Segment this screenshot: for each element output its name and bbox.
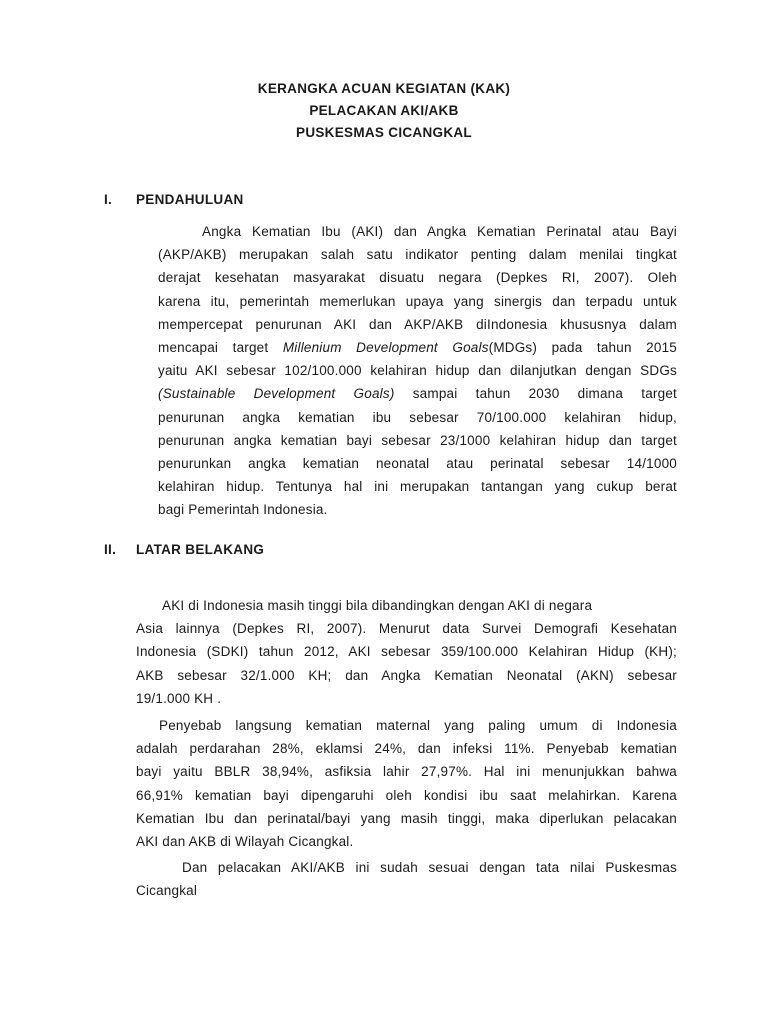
paragraph-line: kelahiran hidup. Tentunya hal ini merupakan tantangan yang cukup berat xyxy=(158,479,677,495)
paragraph-line: AKI dan AKB di Wilayah Cicangkal. xyxy=(136,833,354,849)
paragraph-line: derajat kesehatan masyarakat disuatu negara (Depkes RI, 2007). Oleh xyxy=(158,270,677,286)
section-1-heading xyxy=(104,191,504,209)
paragraph-line: Penyebab langsung kematian maternal yang paling umum di Indonesia xyxy=(159,718,677,733)
paragraph-line: AKB sebesar 32/1.000 KH; dan Angka Kematian Neonatal (AKN) sebesar xyxy=(136,667,677,683)
paragraph-line: Indonesia (SDKI) tahun 2012, AKI sebesar 359/100.000 Kelahiran Hidup (KH); xyxy=(136,644,677,660)
section-2-title: LATAR BELAKANG xyxy=(136,542,265,557)
section-2-paragraph-1 xyxy=(136,594,677,710)
section-2-paragraph-3 xyxy=(136,856,677,902)
paragraph-line: Kematian Ibu dan perinatal/bayi yang masih tinggi, maka diperlukan pelacakan xyxy=(136,810,677,826)
section-2-paragraph-2 xyxy=(136,714,677,853)
paragraph-line: Asia lainnya (Depkes RI, 2007). Menurut data Survei Demografi Kesehatan xyxy=(136,621,677,637)
title-line-2: PELACAKAN AKI/AKB xyxy=(309,103,459,118)
section-1-number: I. xyxy=(104,192,113,207)
paragraph-line: penurunkan angka kematian neonatal atau perinatal sebesar 14/1000 xyxy=(158,455,677,471)
title-line-1: KERANGKA ACUAN KEGIATAN (KAK) xyxy=(257,81,511,96)
paragraph-line: 19/1.000 KH . xyxy=(136,690,222,706)
sdgs-italic: (Sustainable Development Goals) xyxy=(158,386,395,402)
paragraph-line: penurunan angka kematian bayi sebesar 23/1000 kelahiran hidup dan target xyxy=(158,432,677,448)
paragraph-line: penurunan angka kematian ibu sebesar 70/100.000 kelahiran hidup, xyxy=(158,409,677,425)
mdgs-italic: Millenium Development Goals xyxy=(282,339,489,355)
paragraph-line: (Sustainable Development Goals) sampai tahun 2030 dimana target xyxy=(158,386,677,402)
paragraph-line: mempercepat penurunan AKI dan AKP/AKB diIndonesia khususnya dalam xyxy=(158,316,677,332)
paragraph-line: bayi yaitu BBLR 38,94%, asfiksia lahir 27,97%. Hal ini menunjukkan bahwa xyxy=(136,764,677,780)
paragraph-line: adalah perdarahan 28%, eklamsi 24%, dan infeksi 11%. Penyebab kematian xyxy=(136,741,677,757)
paragraph-line: (AKP/AKB) merupakan salah satu indikator penting dalam menilai tingkat xyxy=(158,247,677,263)
paragraph-line: Cicangkal xyxy=(136,883,198,899)
section-1-paragraph xyxy=(158,220,677,521)
section-2-heading xyxy=(104,541,504,559)
paragraph-line: mencapai target Millenium Development Goals(MDGs) pada tahun 2015 xyxy=(158,339,677,355)
section-1-title: PENDAHULUAN xyxy=(136,192,244,207)
paragraph-line: bagi Pemerintah Indonesia. xyxy=(158,502,328,518)
paragraph-line: karena itu, pemerintah memerlukan upaya yang sinergis dan terpadu untuk xyxy=(158,293,677,309)
paragraph-line: Dan pelacakan AKI/AKB ini sudah sesuai dengan tata nilai Puskesmas xyxy=(182,860,677,875)
paragraph-line: AKI di Indonesia masih tinggi bila dibandingkan dengan AKI di negara xyxy=(162,598,593,613)
title-line-3: PUSKESMAS CICANGKAL xyxy=(296,125,472,140)
document-title xyxy=(0,78,768,144)
paragraph-line: Angka Kematian Ibu (AKI) dan Angka Kematian Perinatal atau Bayi xyxy=(202,224,677,239)
section-2-number: II. xyxy=(104,542,117,557)
paragraph-line: 66,91% kematian bayi dipengaruhi oleh kondisi ibu saat melahirkan. Karena xyxy=(136,787,677,803)
paragraph-line: yaitu AKI sebesar 102/100.000 kelahiran hidup dan dilanjutkan dengan SDGs xyxy=(158,363,677,379)
